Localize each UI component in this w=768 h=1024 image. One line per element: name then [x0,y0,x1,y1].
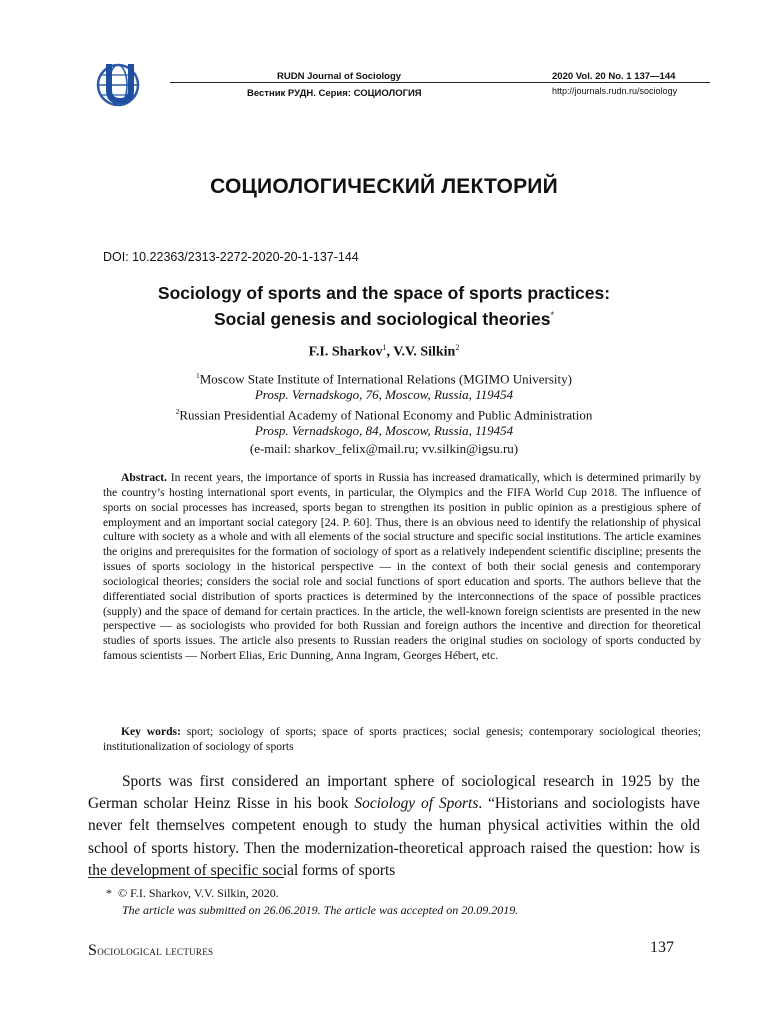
journal-name-en: RUDN Journal of Sociology [277,71,402,82]
abstract-label: Abstract. [121,471,168,484]
abstract-text: In recent years, the importance of sports in Russia has increased dramatically, which is determined primarily by the country’s hosting international sport events, in particular, the Olympics and the FIFA World Cup 2018. The influence of sports on social processes has increased, sports began to strengthen its position in public opinion as a prestigious sphere of employment and an important social category [24. P. 60]. Thus, there is an obvious need to identify the relationship of physical culture with society as a whole and with all elements of the social structure and specific social institutions. The article examines the origins and prerequisites for the formation of sociology of sport as a relatively independent scientific discipline; presents the issues of sports sociology in the historical perspective — in the context of both their social genesis and contemporary sociological theories; considers the social role and social functions of sport education and sports. The authors believe that the differentiated social distribution of sports practices is determined by the interconnections of the space of possible practices (supply) and the space of demand for certain practices. In the article, the well-known foreign scientists are presented in the new perspective — as sociologists who provided for both Russian and foreign authors the incentive and direction for theoretical studies of sports issues. The article also presents to Russian readers the original studies on sociology of sports conducted by famous scientists — Norbert Elias, Eric Dunning, Anna Ingram, Georges Hébert, etc. [103,471,701,663]
affiliation-2 [0,404,768,439]
footnote-mark: * [106,886,112,900]
body-text-2: . “Historians and sociologists have never felt themselves competent enough to study the human physical activities within the old school of sports history. Then the modernization-theoretical approach raised the question: how is the development of specific social forms of sports [88,795,700,879]
book-title: Sociology of Sports [354,795,479,813]
affiliation-1-org: Moscow State Institute of International Relations (MGIMO University) [199,371,572,387]
keywords-label: Key words: [121,725,181,738]
volume-pages: 2020 Vol. 20 No. 1 137—144 [552,71,676,82]
author-1-affil-mark: 1 [382,343,387,352]
affiliation-2-address: Prosp. Vernadskogo, 84, Moscow, Russia, 119454 [254,423,514,439]
header-rule [170,82,710,83]
affiliation-2-mark: 2 [175,407,180,416]
footer-section-initial: S [88,942,98,959]
section-title: СОЦИОЛОГИЧЕСКИЙ ЛЕКТОРИЙ [210,175,558,198]
footnote-copyright-text: © F.I. Sharkov, V.V. Silkin, 2020. [118,886,279,900]
keywords-text: sport; sociology of sports; space of sports practices; social genesis; contemporary sociological theories; institutionalization of sociology of sports [103,725,701,753]
rudn-logo-icon [92,60,148,110]
doi: DOI: 10.22363/2313-2272-2020-20-1-137-144 [103,250,359,264]
affiliation-2-org: Russian Presidential Academy of National Economy and Public Administration [179,407,593,423]
footnote-rule [88,877,284,878]
paper-title-line-2 [80,304,688,330]
author-2-affil-mark: 2 [455,343,460,352]
authors [0,343,768,361]
paper-title [80,282,688,330]
affiliation-1-mark: 1 [196,371,200,380]
title-footnote-mark: * [550,310,554,320]
paper-title-line-1: Sociology of sports and the space of sports practices: [157,283,611,303]
abstract [103,471,701,664]
affiliation-1-address: Prosp. Vernadskogo, 76, Moscow, Russia, 119454 [254,387,514,403]
footnote-dates: The article was submitted on 26.06.2019. The article was accepted on 20.09.2019. [122,903,519,917]
body-text-1: Sports was first considered an important sphere of sociological research in 1925 by the German scholar Heinz Risse in his book [88,773,700,813]
body-paragraph [88,771,700,882]
keywords [103,725,701,755]
footer-section-name [88,942,213,960]
author-separator: , [386,344,394,360]
author-1: F.I. Sharkov [308,344,383,360]
paper-title-line-2-text: Social genesis and sociological theories [213,308,551,329]
footer-section-rest: ociological lectures [97,944,214,958]
page-number: 137 [650,939,674,956]
author-2: V.V. Silkin [393,344,456,360]
journal-url[interactable]: http://journals.rudn.ru/sociology [552,86,678,96]
footnote-copyright [106,886,279,901]
journal-name-ru: Вестник РУДН. Серия: СОЦИОЛОГИЯ [247,88,422,99]
affiliation-1 [0,368,768,403]
contact-emails: (e-mail: sharkov_felix@mail.ru; vv.silkin@igsu.ru) [249,441,519,456]
